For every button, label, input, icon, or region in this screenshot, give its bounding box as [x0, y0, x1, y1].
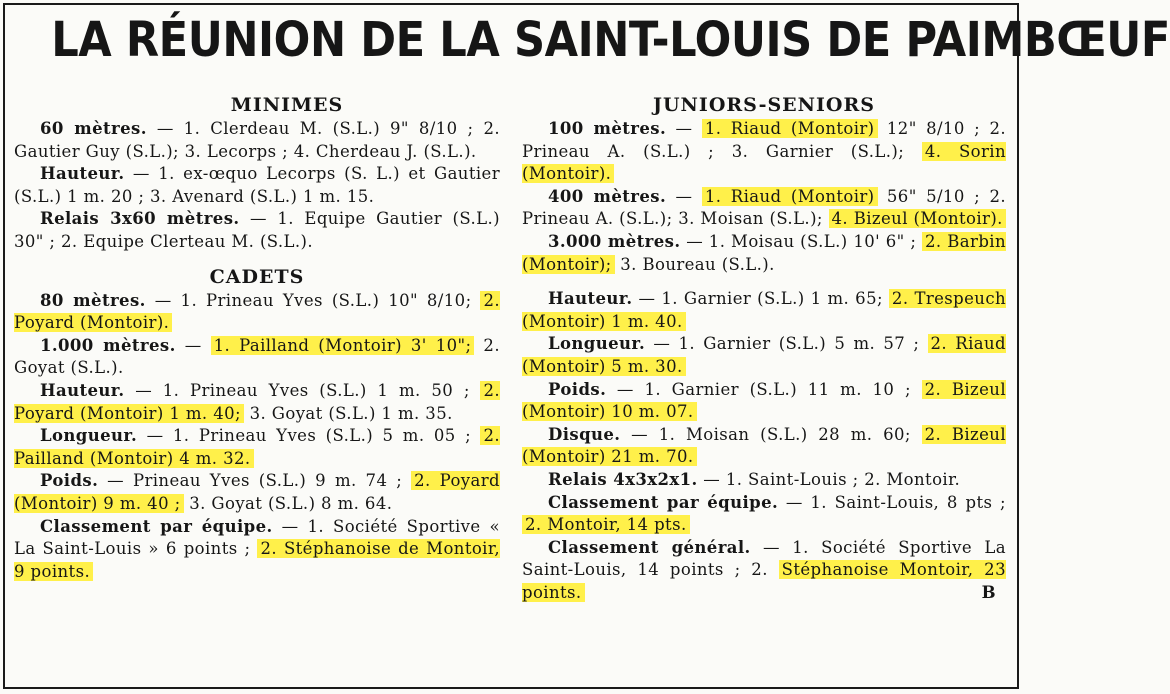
- result-cadets-hauteur: Hauteur. — 1. Prineau Yves (S.L.) 1 m. 50 ; 2. Poyard (Montoir) 1 m. 40; 3. Goyat (S.L.) 1 m. 35.: [14, 380, 500, 423]
- highlight: Stéphanoise Montoir, 23 points.: [522, 560, 1006, 602]
- highlight: 1. Riaud (Montoir): [702, 119, 878, 138]
- highlight: 2. Stéphanoise de Montoir, 9 points.: [14, 539, 500, 581]
- highlight: 2. Pailland (Montoir) 4 m. 32.: [14, 426, 500, 468]
- result-cadets-1000m: 1.000 mètres. — 1. Pailland (Montoir) 3' 10"; 2. Goyat (S.L.).: [14, 335, 500, 378]
- result-js-classement-general: Classement général. — 1. Société Sportive La Saint-Louis, 14 points ; 2. Stéphanoise Montoir, 23 points. B: [522, 537, 1006, 605]
- highlight: 2. Poyard (Montoir).: [14, 290, 500, 333]
- result-js-relais: Relais 4x3x2x1. — 1. Saint-Louis ; 2. Montoir.: [548, 469, 961, 489]
- headline: LA RÉUNION DE LA SAINT-LOUIS DE PAIMBŒUF: [51, 12, 1170, 68]
- section-cadets: CADETS: [209, 265, 305, 288]
- author-signature: B: [981, 582, 996, 602]
- highlight: 2. Poyard (Montoir) 1 m. 40;: [14, 380, 500, 423]
- highlight: 2. Riaud (Montoir) 5 m. 30.: [522, 334, 1006, 376]
- left-column: [14, 94, 500, 583]
- right-column: [522, 94, 1006, 604]
- highlight: 2. Trespeuch (Montoir) 1 m. 40.: [522, 289, 1006, 331]
- result-cadets-longueur: Longueur. — 1. Prineau Yves (S.L.) 5 m. 05 ; 2. Pailland (Montoir) 4 m. 32.: [14, 426, 500, 468]
- result-js-classement-equipe: Classement par équipe. — 1. Saint-Louis, 8 pts ; 2. Montoir, 14 pts.: [522, 492, 1006, 537]
- highlight: 2. Barbin (Montoir);: [522, 231, 1006, 274]
- result-cadets-classement: Classement par équipe. — 1. Société Sportive « La Saint-Louis » 6 points ; 2. Stéphanoise de Montoir, 9 points.: [14, 516, 501, 581]
- result-js-3000m: 3.000 mètres. — 1. Moisau (S.L.) 10' 6" ; 2. Barbin (Montoir); 3. Boureau (S.L.).: [522, 231, 1006, 274]
- result-js-400m: 400 mètres. — 1. Riaud (Montoir) 56" 5/10 ; 2. Prineau A. (S.L.); 3. Moisan (S.L.); 4. Bizeul (Montoir).: [522, 186, 1006, 229]
- result-js-disque: Disque. — 1. Moisan (S.L.) 28 m. 60; 2. Bizeul (Montoir) 21 m. 70.: [522, 424, 1006, 467]
- result-cadets-80m: 80 mètres. — 1. Prineau Yves (S.L.) 10" 8/10; 2. Poyard (Montoir).: [14, 290, 500, 333]
- result-minimes-relais: Relais 3x60 mètres. — 1. Equipe Gautier (S.L.) 30" ; 2. Equipe Clerteau M. (S.L.).: [14, 209, 500, 251]
- highlight: 4. Bizeul (Montoir).: [829, 209, 1006, 228]
- result-js-hauteur: Hauteur. — 1. Garnier (S.L.) 1 m. 65; 2. Trespeuch (Montoir) 1 m. 40.: [522, 289, 1006, 331]
- result-minimes-60m: 60 mètres. — 1. Clerdeau M. (S.L.) 9" 8/10 ; 2. Gautier Guy (S.L.); 3. Lecorps ; 4. Cherdeau J. (S.L.).: [14, 119, 500, 161]
- result-js-poids: Poids. — 1. Garnier (S.L.) 11 m. 10 ; 2. Bizeul (Montoir) 10 m. 07.: [522, 379, 1006, 422]
- section-minimes: MINIMES: [230, 94, 344, 116]
- highlight: 2. Bizeul (Montoir) 10 m. 07.: [522, 379, 1006, 422]
- highlight: 1. Riaud (Montoir): [702, 187, 878, 206]
- result-js-longueur: Longueur. — 1. Garnier (S.L.) 5 m. 57 ; 2. Riaud (Montoir) 5 m. 30.: [522, 334, 1006, 376]
- highlight: 1. Pailland (Montoir) 3' 10";: [211, 336, 475, 355]
- result-minimes-hauteur: Hauteur. — 1. ex-œquo Lecorps (S. L.) et Gautier (S.L.) 1 m. 20 ; 3. Avenard (S.L.) 1 m. 15.: [14, 164, 500, 206]
- section-juniors-seniors: JUNIORS-SENIORS: [653, 94, 875, 116]
- highlight: 2. Bizeul (Montoir) 21 m. 70.: [522, 424, 1006, 467]
- highlight: 4. Sorin (Montoir).: [522, 141, 1007, 184]
- result-js-100m: 100 mètres. — 1. Riaud (Montoir) 12" 8/10 ; 2. Prineau A. (S.L.) ; 3. Garnier (S.L.); 4. Sorin (Montoir).: [522, 119, 1007, 184]
- highlight: 2. Montoir, 14 pts.: [522, 515, 690, 534]
- highlight: 2. Poyard (Montoir) 9 m. 40 ;: [14, 471, 500, 513]
- result-cadets-poids: Poids. — Prineau Yves (S.L.) 9 m. 74 ; 2. Poyard (Montoir) 9 m. 40 ; 3. Goyat (S.L.) 8 m. 64.: [14, 471, 500, 513]
